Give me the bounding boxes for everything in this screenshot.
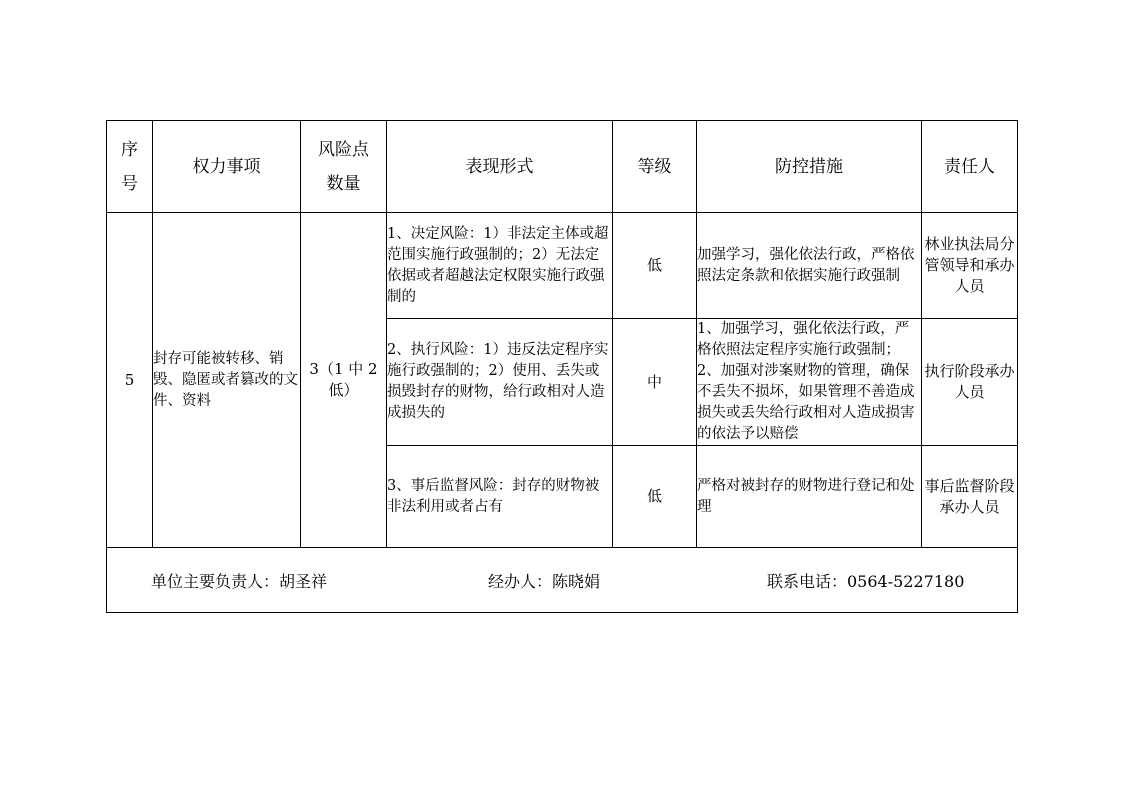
header-responsible: 责任人 xyxy=(922,121,1018,213)
header-row xyxy=(107,121,1018,213)
header-seq-line1: 序 xyxy=(121,139,138,160)
cell-power-item: 封存可能被转移、销毁、隐匿或者篡改的文件、资料 xyxy=(153,213,301,548)
footer-row xyxy=(107,548,1018,613)
cell-risk-count xyxy=(301,213,387,548)
cell-measures-3: 严格对被封存的财物进行登记和处理 xyxy=(697,446,922,548)
table-row xyxy=(107,213,1018,319)
cell-seq: 5 xyxy=(107,213,153,548)
header-power-item: 权力事项 xyxy=(153,121,301,213)
risk-table xyxy=(106,120,1018,613)
cell-measures-2: 1、加强学习，强化依法行政，严格依照法定程序实施行政强制；2、加强对涉案财物的管理，确保不丢失不损坏，如果管理不善造成损失或丢失给行政相对人造成损害的依法予以赔偿 xyxy=(697,319,922,446)
cell-risk-count-line2: 低） xyxy=(328,381,359,399)
header-risk-count-line1: 风险点 xyxy=(318,139,369,160)
footer-cell xyxy=(107,548,1018,613)
cell-level-2: 中 xyxy=(613,319,697,446)
unit-head-label: 单位主要负责人：胡圣祥 xyxy=(151,571,328,591)
header-risk-count-line2: 数量 xyxy=(326,173,361,194)
cell-risk-count-line1: 3（1 中 2 xyxy=(309,360,378,378)
header-level: 等级 xyxy=(613,121,697,213)
cell-responsible-2: 执行阶段承办人员 xyxy=(922,319,1018,446)
phone-label: 联系电话：0564-5227180 xyxy=(767,571,965,591)
cell-responsible-1: 林业执法局分管领导和承办人员 xyxy=(922,213,1018,319)
header-seq-line2: 号 xyxy=(121,173,138,194)
header-seq xyxy=(107,121,153,213)
header-measures: 防控措施 xyxy=(697,121,922,213)
cell-level-3: 低 xyxy=(613,446,697,548)
cell-level-1: 低 xyxy=(613,213,697,319)
header-manifestation: 表现形式 xyxy=(387,121,613,213)
cell-responsible-3: 事后监督阶段承办人员 xyxy=(922,446,1018,548)
cell-measures-1: 加强学习，强化依法行政，严格依照法定条款和依据实施行政强制 xyxy=(697,213,922,319)
cell-manifestation-1: 1、决定风险：1）非法定主体或超范围实施行政强制的；2）无法定依据或者超越法定权限实施行政强制的 xyxy=(387,213,613,319)
cell-manifestation-3: 3、事后监督风险：封存的财物被非法利用或者占有 xyxy=(387,446,613,548)
cell-manifestation-2: 2、执行风险：1）违反法定程序实施行政强制的；2）使用、丢失或损毁封存的财物，给行政相对人造成损失的 xyxy=(387,319,613,446)
header-risk-count xyxy=(301,121,387,213)
handler-label: 经办人：陈晓娟 xyxy=(488,571,601,591)
